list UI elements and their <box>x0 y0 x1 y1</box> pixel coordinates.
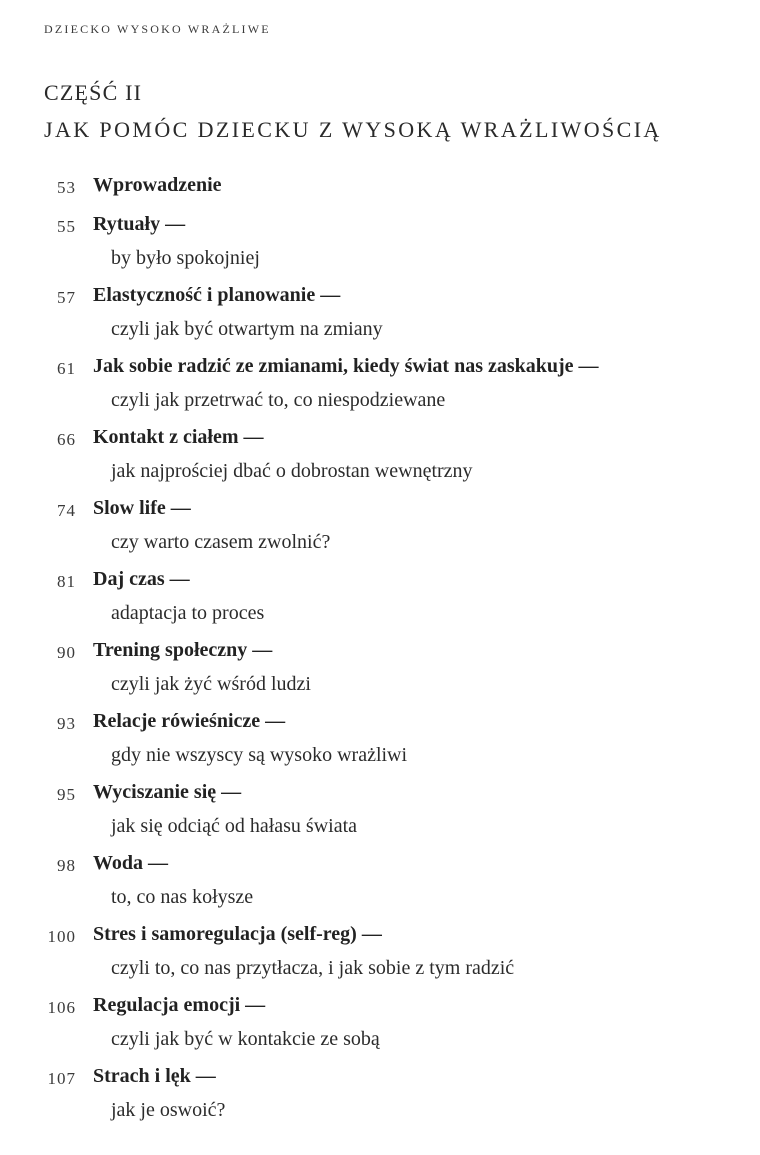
entry-subtitle: adaptacja to proces <box>111 602 265 624</box>
toc-entry[interactable] <box>0 282 760 353</box>
toc-entry[interactable] <box>0 992 760 1063</box>
toc-entry[interactable] <box>0 1063 760 1134</box>
entry-title: Kontakt z ciałem — <box>93 426 264 448</box>
entry-subtitle: czyli jak być otwartym na zmiany <box>111 318 383 340</box>
toc-entry[interactable] <box>0 495 760 566</box>
toc-entry[interactable] <box>0 424 760 495</box>
page-number: 61 <box>57 359 76 378</box>
entry-title: Rytuały — <box>93 213 186 235</box>
entry-subtitle: jak się odciąć od hałasu świata <box>111 815 358 837</box>
toc-entry[interactable] <box>0 637 760 708</box>
toc-entry[interactable] <box>0 353 760 424</box>
entry-title: Daj czas — <box>93 568 190 590</box>
entry-subtitle: by było spokojniej <box>111 247 260 269</box>
running-head: DZIECKO WYSOKO WRAŻLIWE <box>44 22 271 36</box>
page-number: 95 <box>57 785 76 804</box>
entry-subtitle: to, co nas kołysze <box>111 886 254 908</box>
entry-title: Regulacja emocji — <box>93 994 266 1016</box>
entry-subtitle: czyli jak być w kontakcie ze sobą <box>111 1028 380 1050</box>
page-number: 66 <box>57 430 76 449</box>
entry-title: Relacje rówieśnicze — <box>93 710 286 732</box>
entry-subtitle: jak najprościej dbać o dobrostan wewnętrzny <box>111 460 473 482</box>
page-number: 107 <box>47 1069 76 1088</box>
entry-title: Wprowadzenie <box>93 174 222 196</box>
page-number: 74 <box>57 501 76 520</box>
page-number: 100 <box>47 927 76 946</box>
entry-subtitle: czyli to, co nas przytłacza, i jak sobie z tym radzić <box>111 957 515 979</box>
table-of-contents <box>0 172 760 1134</box>
entry-title: Woda — <box>93 852 169 874</box>
entry-title: Elastyczność i planowanie — <box>93 284 341 306</box>
entry-title: Trening społeczny — <box>93 639 273 661</box>
page-number: 90 <box>57 643 76 662</box>
entry-subtitle: gdy nie wszyscy są wysoko wrażliwi <box>111 744 408 766</box>
page-number: 106 <box>47 998 76 1017</box>
page-number: 98 <box>57 856 76 875</box>
page-number: 81 <box>57 572 76 591</box>
part-label: CZĘŚĆ II <box>44 80 143 105</box>
entry-subtitle: czy warto czasem zwolnić? <box>111 531 331 553</box>
toc-entry[interactable] <box>0 850 760 921</box>
page-number: 53 <box>57 178 76 197</box>
toc-entry[interactable] <box>0 566 760 637</box>
entry-subtitle: czyli jak przetrwać to, co niespodziewane <box>111 389 446 411</box>
entry-subtitle: jak je oswoić? <box>111 1099 226 1121</box>
entry-title: Stres i samoregulacja (self-reg) — <box>93 923 382 945</box>
entry-title: Strach i lęk — <box>93 1065 216 1087</box>
toc-entry[interactable] <box>0 708 760 779</box>
entry-subtitle: czyli jak żyć wśród ludzi <box>111 673 311 695</box>
toc-entry[interactable] <box>0 921 760 992</box>
entry-title: Wyciszanie się — <box>93 781 242 803</box>
page-number: 57 <box>57 288 76 307</box>
entry-title: Slow life — <box>93 497 191 519</box>
entry-title: Jak sobie radzić ze zmianami, kiedy świat nas zaskakuje — <box>93 355 599 377</box>
toc-entry[interactable] <box>0 779 760 850</box>
part-title: JAK POMÓC DZIECKU Z WYSOKĄ WRAŻLIWOŚCIĄ <box>44 117 662 142</box>
toc-entry[interactable] <box>0 172 760 211</box>
toc-entry[interactable] <box>0 211 760 282</box>
page-number: 55 <box>57 217 76 236</box>
page-number: 93 <box>57 714 76 733</box>
